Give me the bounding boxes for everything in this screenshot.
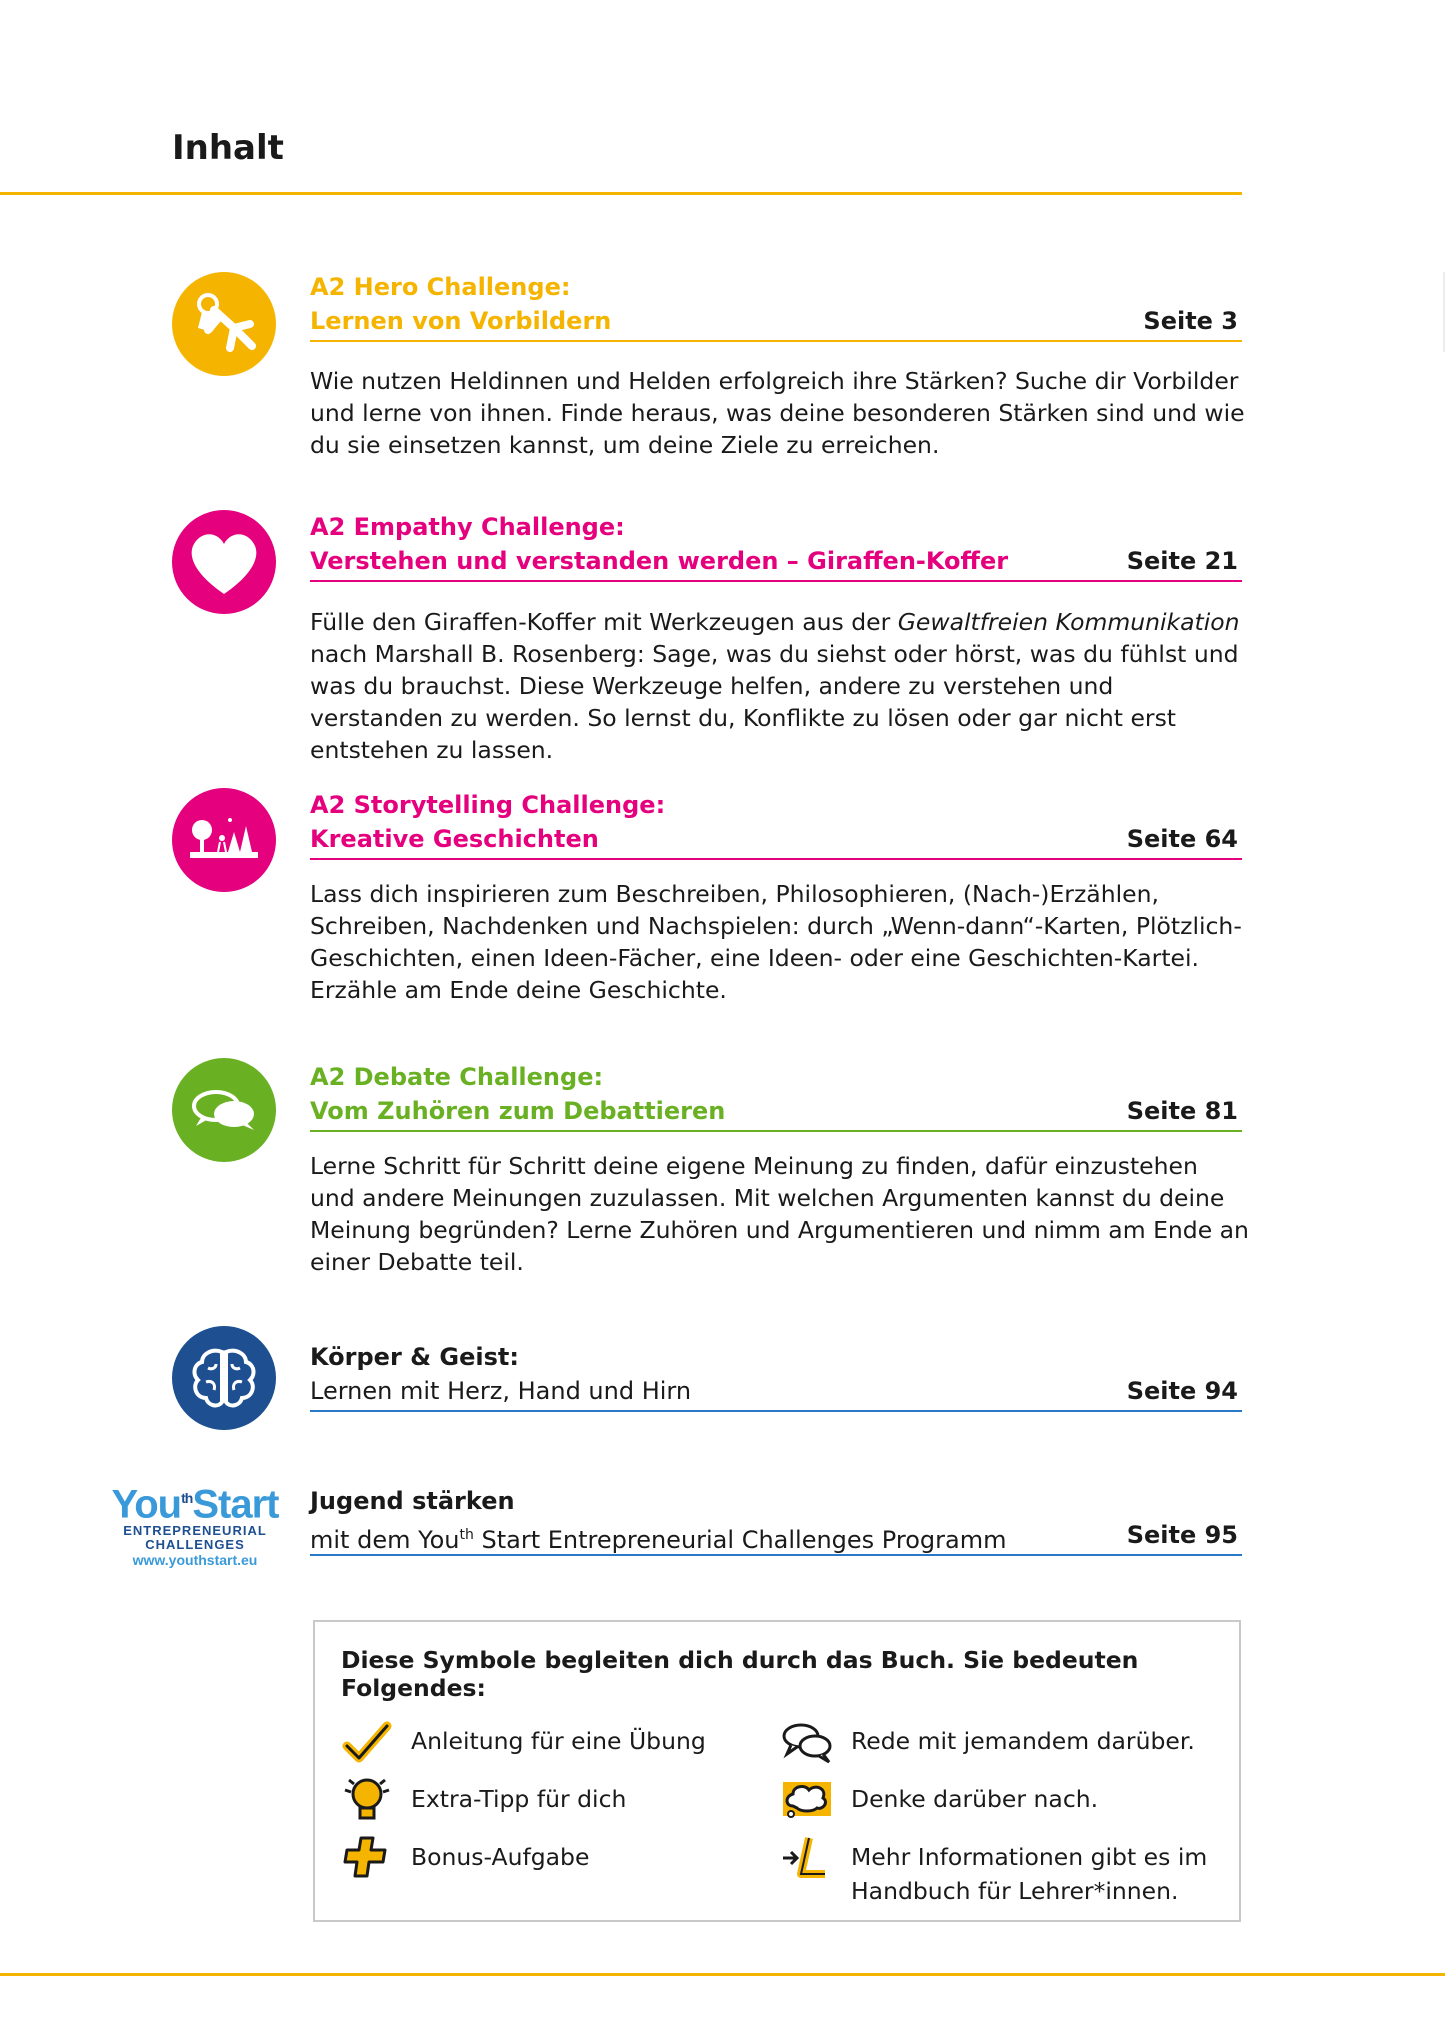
bonus-plus-icon bbox=[341, 1834, 393, 1882]
heart-icon bbox=[172, 510, 276, 614]
entry-page-number: Seite 95 bbox=[1126, 1521, 1238, 1549]
legend-label: Anleitung für eine Übung bbox=[411, 1727, 706, 1755]
entry-subheading: Lernen mit Herz, Hand und Hirn bbox=[310, 1377, 692, 1405]
entry-subheading: Verstehen und verstanden werden – Giraffen-Koffer bbox=[310, 547, 1009, 575]
legend-label: Bonus-Aufgabe bbox=[411, 1843, 590, 1871]
footer-rule bbox=[0, 1973, 1445, 1976]
entry-underline bbox=[310, 858, 1242, 860]
entry-page-number: Seite 64 bbox=[1126, 825, 1238, 853]
entry-heading: Jugend stärken bbox=[310, 1487, 515, 1515]
talk-bubbles-icon bbox=[781, 1718, 833, 1766]
legend-label: Denke darüber nach. bbox=[851, 1785, 1099, 1813]
entry-heading: Körper & Geist: bbox=[310, 1343, 519, 1371]
entry-description: Fülle den Giraffen-Koffer mit Werkzeugen aus der Gewaltfreien Kommunikation nach Marshall B. Rosenberg: Sage, was du siehst oder hörst, was du fühlst und was du brauchst. Diese Werkzeuge helfen, andere zu verstehen und verstanden zu werden. So lernst du, Konflikte zu lösen oder gar nicht erst entstehen zu lassen. bbox=[310, 608, 1240, 764]
speech-bubbles-icon bbox=[172, 1058, 276, 1162]
legend-title: Diese Symbole begleiten dich durch das Buch. Sie bedeuten Folgendes: bbox=[341, 1646, 1139, 1702]
entry-subheading: Kreative Geschichten bbox=[310, 825, 599, 853]
entry-description: Lass dich inspirieren zum Beschreiben, Philosophieren, (Nach-)Erzählen, Schreiben, Nachdenken und Nachspielen: durch „Wenn-dann“-Karten, Plötzlich-Geschichten, einen Ideen-Fächer, eine Ideen- oder eine Geschichten-Kartei. Erzähle am Ende deine Geschichte. bbox=[310, 880, 1242, 1004]
hero-icon bbox=[172, 272, 276, 376]
teacher-info-icon bbox=[781, 1834, 833, 1882]
entry-subheading: mit dem You$^{th}$ Start Entrepreneurial Challenges Programm bbox=[310, 1526, 1007, 1554]
checkmark-icon bbox=[341, 1718, 393, 1766]
lightbulb-icon bbox=[341, 1776, 393, 1824]
entry-subheading: Vom Zuhören zum Debattieren bbox=[310, 1097, 726, 1125]
entry-underline bbox=[310, 1410, 1242, 1412]
symbol-legend bbox=[313, 1620, 1241, 1922]
legend-label: Mehr Informationen gibt es im Handbuch für Lehrer*innen. bbox=[851, 1843, 1208, 1905]
storytelling-icon bbox=[172, 788, 276, 892]
entry-underline bbox=[310, 1130, 1242, 1132]
entry-underline bbox=[310, 340, 1242, 342]
entry-description: Wie nutzen Heldinnen und Helden erfolgreich ihre Stärken? Suche dir Vorbilder und lerne von ihnen. Finde heraus, was deine besonderen Stärken sind und wie du sie einsetzen kannst, um deine Ziele zu erreichen. bbox=[310, 367, 1245, 459]
youthstart-logo: You$^{th}$Start ENTREPRENEURIAL CHALLENGES www.youthstart.eu bbox=[111, 1482, 279, 1569]
entry-heading: A2 Empathy Challenge: bbox=[310, 513, 625, 541]
thought-bubble-icon bbox=[781, 1776, 833, 1824]
entry-heading: A2 Hero Challenge: bbox=[310, 273, 571, 301]
brain-icon bbox=[172, 1326, 276, 1430]
entry-page-number: Seite 81 bbox=[1126, 1097, 1238, 1125]
legend-label: Rede mit jemandem darüber. bbox=[851, 1727, 1195, 1755]
entry-page-number: Seite 21 bbox=[1126, 547, 1238, 575]
entry-page-number: Seite 94 bbox=[1126, 1377, 1238, 1405]
entry-description: Lerne Schritt für Schritt deine eigene Meinung zu finden, dafür einzustehen und andere Meinungen zuzulassen. Mit welchen Argumenten kannst du deine Meinung begründen? Lerne Zuhören und Argumentieren und nimm am Ende an einer Debatte teil. bbox=[310, 1152, 1249, 1276]
header-rule bbox=[0, 192, 1242, 195]
page-title: Inhalt bbox=[172, 128, 284, 168]
entry-heading: A2 Storytelling Challenge: bbox=[310, 791, 666, 819]
entry-page-number: Seite 3 bbox=[1143, 307, 1238, 335]
legend-label: Extra-Tipp für dich bbox=[411, 1785, 627, 1813]
entry-heading: A2 Debate Challenge: bbox=[310, 1063, 604, 1091]
entry-subheading: Lernen von Vorbildern bbox=[310, 307, 612, 335]
entry-underline bbox=[310, 580, 1242, 582]
